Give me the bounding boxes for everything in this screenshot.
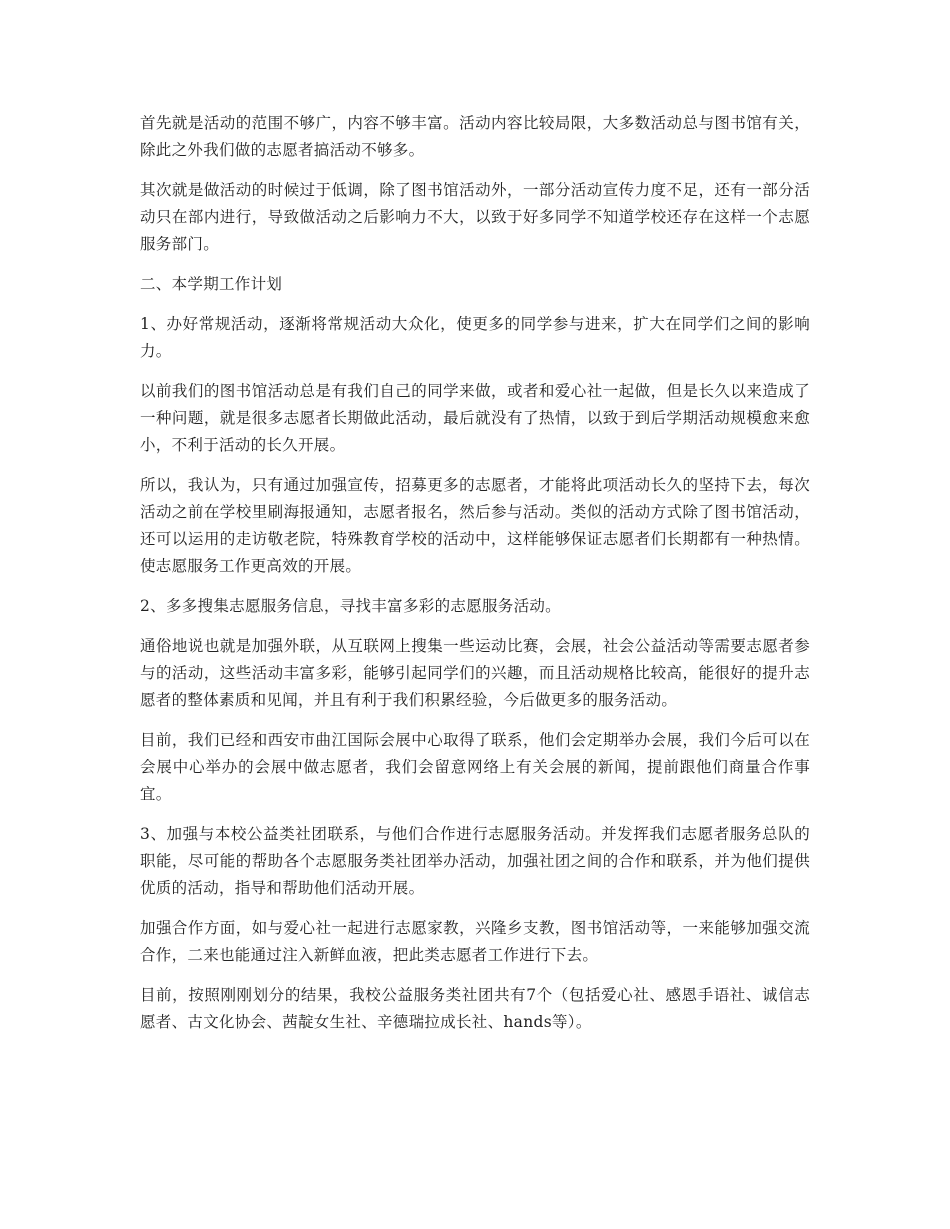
paragraph-library-activity: 以前我们的图书馆活动总是有我们自己的同学来做，或者和爱心社一起做，但是长久以来造成了一种问题，就是很多志愿者长期做此活动，最后就没有了热情，以致于到后学期活动规模愈来愈小，不利于活动的长久开展。 [140, 382, 810, 454]
paragraph-problem-scope: 首先就是活动的范围不够广，内容不够丰富。活动内容比较局限，大多数活动总与图书馆有关，除此之外我们做的志愿者搞活动不够多。 [140, 114, 810, 159]
paragraph-recruit-volunteers: 所以，我认为，只有通过加强宣传，招募更多的志愿者，才能将此项活动长久的坚持下去，每次活动之前在学校里刷海报通知，志愿者报名，然后参与活动。类似的活动方式除了图书馆活动，还可以运用的走访敬老院，特殊教育学校的活动中，这样能够保证志愿者们长期都有一种热情。使志愿服务工作更高效的开展。 [140, 476, 810, 575]
plan-item-2: 2、多多搜集志愿服务信息，寻找丰富多彩的志愿服务活动。 [140, 597, 561, 615]
paragraph-external-relations: 通俗地说也就是加强外联，从互联网上搜集一些运动比赛，会展，社会公益活动等需要志愿者参与的活动，这些活动丰富多彩，能够引起同学们的兴趣，而且活动规格比较高，能很好的提升志愿者的整体素质和见闻，并且有利于我们积累经验，今后做更多的服务活动。 [140, 637, 810, 709]
plan-item-3: 3、加强与本校公益类社团联系，与他们合作进行志愿服务活动。并发挥我们志愿者服务总队的职能，尽可能的帮助各个志愿服务类社团举办活动，加强社团之间的合作和联系，并为他们提供优质的活动，指导和帮助他们活动开展。 [140, 825, 810, 897]
paragraph-problem-publicity: 其次就是做活动的时候过于低调，除了图书馆活动外，一部分活动宣传力度不足，还有一部分活动只在部内进行，导致做活动之后影响力不大，以致于好多同学不知道学校还存在这样一个志愿服务部门。 [140, 181, 810, 253]
plan-item-1: 1、办好常规活动，逐渐将常规活动大众化，使更多的同学参与进来，扩大在同学们之间的影响力。 [140, 315, 810, 360]
paragraph-exhibition-center: 目前，我们已经和西安市曲江国际会展中心取得了联系，他们会定期举办会展，我们今后可以在会展中心举办的会展中做志愿者，我们会留意网络上有关会展的新闻，提前跟他们商量合作事宜。 [140, 731, 810, 803]
paragraph-cooperation: 加强合作方面，如与爱心社一起进行志愿家教，兴隆乡支教，图书馆活动等，一来能够加强交流合作，二来也能通过注入新鲜血液，把此类志愿者工作进行下去。 [140, 919, 810, 964]
paragraph-club-count: 目前，按照刚刚划分的结果，我校公益服务类社团共有7个（包括爱心社、感恩手语社、诚信志愿者、古文化协会、茜靛女生社、辛德瑞拉成长社、hands等）。 [140, 986, 810, 1031]
document-page [140, 110, 810, 1049]
section-heading-work-plan: 二、本学期工作计划 [140, 275, 283, 293]
